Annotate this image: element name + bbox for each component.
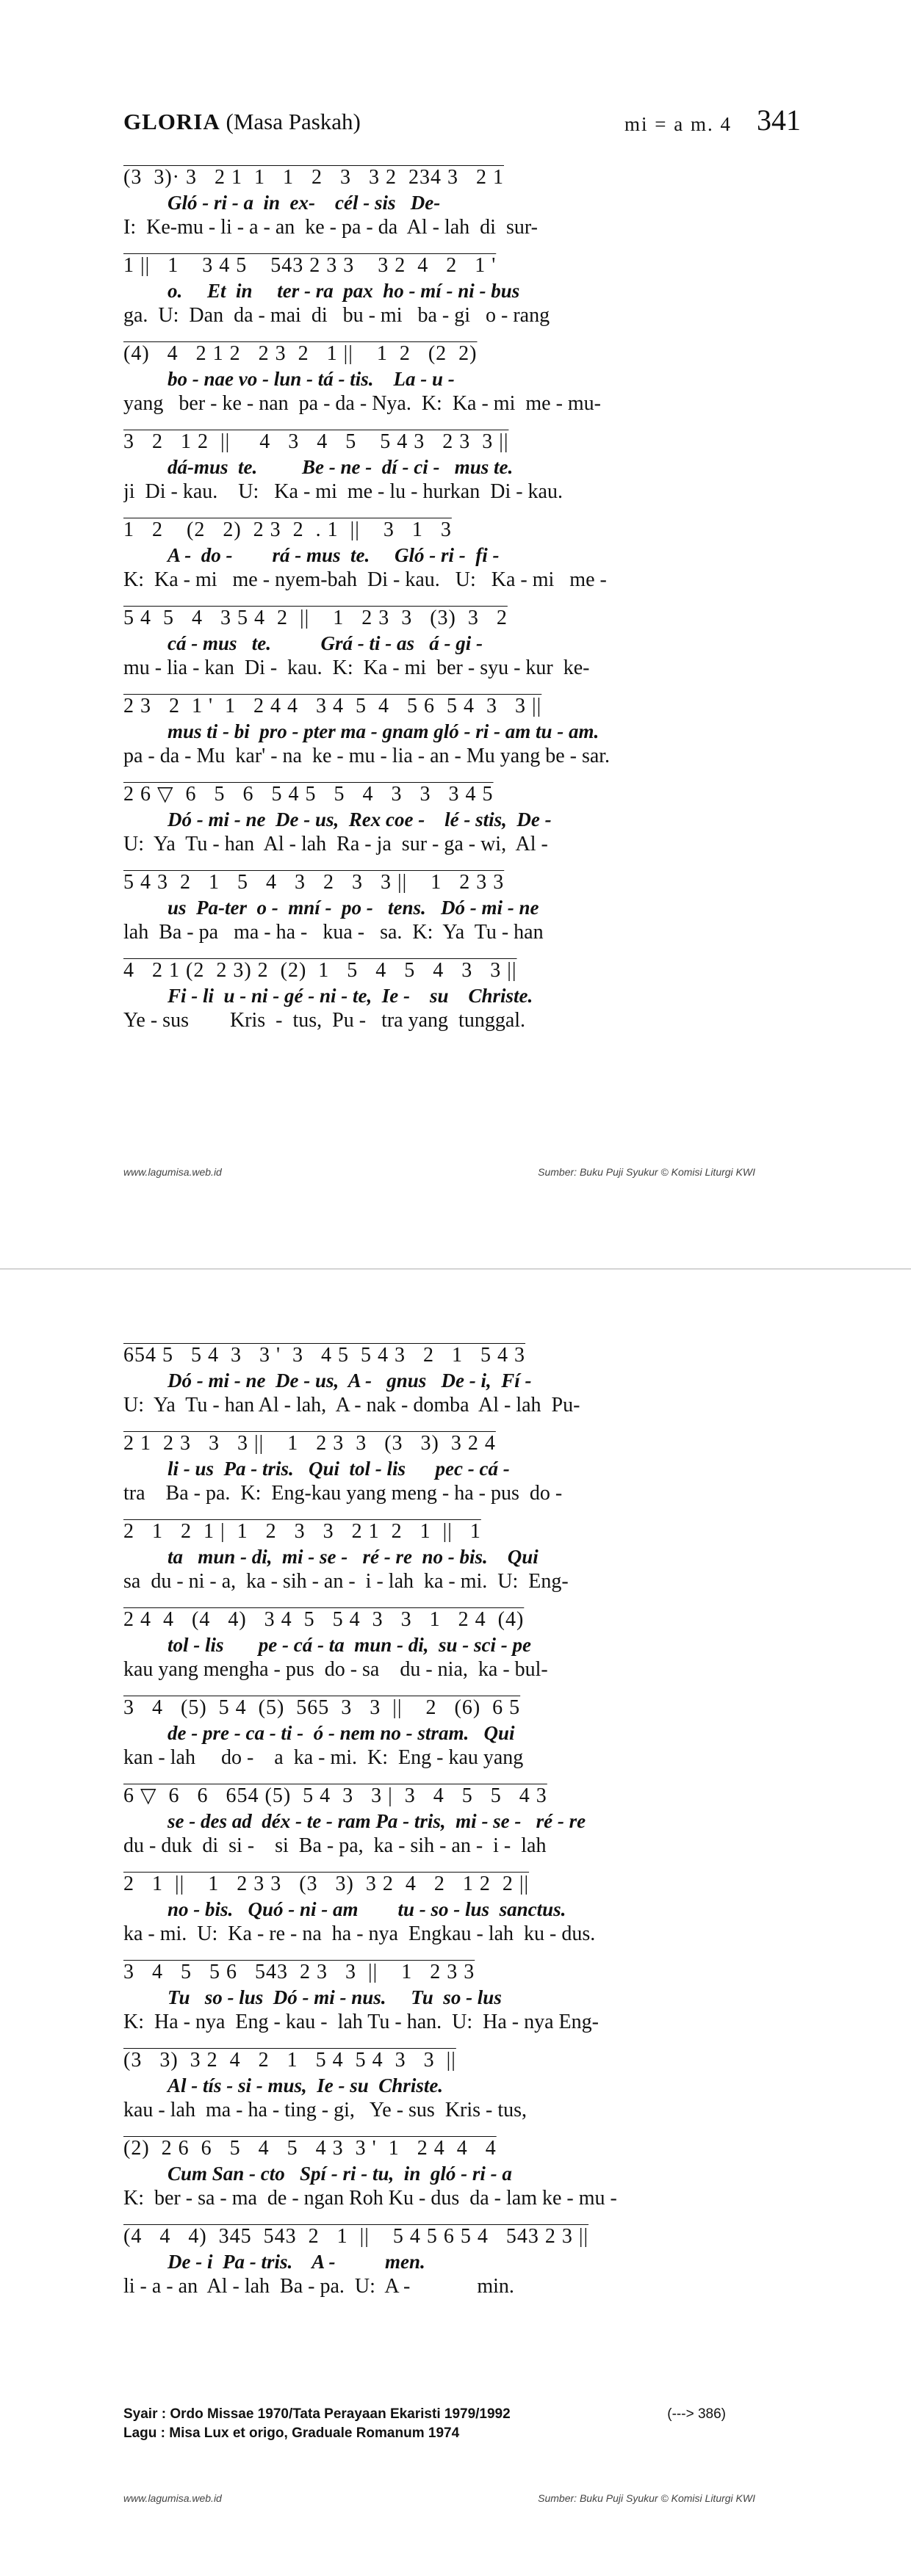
- notation-row: 3 4 5 5 6 543 2 3 3 || 1 2 3 3: [123, 1961, 475, 1983]
- indonesian-lyrics: du - duk di si - si Ba - pa, ka - sih - an - i - lah: [123, 1834, 547, 1857]
- notation-row: 2 1 || 1 2 3 3 (3 3) 3 2 4 2 1 2 2 ||: [123, 1873, 530, 1895]
- music-system: [123, 1960, 733, 2035]
- source-credit: Sumber: Buku Puji Syukur © Komisi Liturgi KWI: [538, 1166, 755, 1178]
- music-system: [123, 1696, 733, 1770]
- notation-row: 3 4 (5) 5 4 (5) 565 3 3 || 2 (6) 6 5: [123, 1696, 521, 1719]
- music-system: [123, 341, 733, 416]
- notation-row: 1 2 (2 2) 2 3 2 . 1 || 3 1 3: [123, 518, 452, 541]
- notation-row: 654 5 5 4 3 3 ' 3 4 5 5 4 3 2 1 5 4 3: [123, 1344, 526, 1367]
- music-system: [123, 518, 733, 593]
- notation-row: 5 4 3 2 1 5 4 3 2 3 3 || 1 2 3 3: [123, 871, 505, 894]
- indonesian-lyrics: U: Ya Tu - han Al - lah, A - nak - domba Al - lah Pu-: [123, 1394, 580, 1417]
- continuation-ref: (---> 386): [667, 2406, 726, 2422]
- latin-lyrics: Gló - ri - a in ex- cél - sis De-: [168, 192, 441, 214]
- indonesian-lyrics: kau yang mengha - pus do - sa du - nia, ka - bul-: [123, 1658, 548, 1681]
- indonesian-lyrics: K: Ka - mi me - nyem-bah Di - kau. U: Ka - mi me -: [123, 568, 607, 591]
- song-title: [123, 109, 361, 135]
- title-bold: GLORIA: [123, 109, 220, 134]
- page-footer: [123, 1166, 755, 1184]
- latin-lyrics: no - bis. Quó - ni - am tu - so - lus sanctus.: [168, 1898, 566, 1920]
- notation-row: 2 3 2 1 ' 1 2 4 4 3 4 5 4 5 6 5 4 3 3 ||: [123, 695, 542, 717]
- music-system: [123, 1607, 733, 1682]
- latin-lyrics: ta mun - di, mi - se - ré - re no - bis. Qui: [168, 1546, 539, 1568]
- music-system: [123, 2048, 733, 2123]
- indonesian-lyrics: ga. U: Dan da - mai di bu - mi ba - gi o - rang: [123, 304, 550, 327]
- latin-lyrics: De - i Pa - tris. A - men.: [168, 2251, 425, 2273]
- title-subtitle: (Masa Paskah): [220, 109, 361, 134]
- song-credits: [123, 2406, 755, 2445]
- latin-lyrics: se - des ad déx - te - ram Pa - tris, mi - se - ré - re: [168, 1810, 586, 1832]
- music-system: [123, 606, 733, 681]
- indonesian-lyrics: pa - da - Mu kar' - na ke - mu - lia - an - Mu yang be - sar.: [123, 745, 611, 767]
- notation-row: 2 1 2 1 | 1 2 3 3 2 1 2 1 || 1: [123, 1520, 481, 1543]
- music-system: [123, 782, 733, 857]
- music-system: [123, 1431, 733, 1506]
- latin-lyrics: Tu so - lus Dó - mi - nus. Tu so - lus: [168, 1986, 502, 2008]
- latin-lyrics: Fi - li u - ni - gé - ni - te, Ie - su Christe.: [168, 985, 533, 1007]
- latin-lyrics: A - do - rá - mus te. Gló - ri - fi -: [168, 544, 500, 566]
- latin-lyrics: bo - nae vo - lun - tá - tis. La - u -: [168, 368, 455, 390]
- music-system: [123, 2224, 733, 2299]
- score-page-1: [0, 0, 911, 1248]
- latin-lyrics: dá-mus te. Be - ne - dí - ci - mus te.: [168, 456, 514, 478]
- music-system: [123, 1343, 733, 1418]
- notation-row: 2 1 2 3 3 3 || 1 2 3 3 (3 3) 3 2 4: [123, 1432, 496, 1455]
- indonesian-lyrics: kau - lah ma - ha - ting - gi, Ye - sus Kris - tus,: [123, 2099, 527, 2121]
- music-system: [123, 253, 733, 328]
- page-divider: [0, 1268, 911, 1270]
- indonesian-lyrics: kan - lah do - a ka - mi. K: Eng - kau yang: [123, 1746, 524, 1769]
- indonesian-lyrics: K: Ha - nya Eng - kau - lah Tu - han. U: Ha - nya Eng-: [123, 2011, 599, 2033]
- indonesian-lyrics: I: Ke-mu - li - a - an ke - pa - da Al - lah di sur-: [123, 216, 538, 239]
- lyrics-credit: Syair : Ordo Missae 1970/Tata Perayaan Ekaristi 1979/1992: [123, 2406, 511, 2422]
- music-system: [123, 1519, 733, 1594]
- latin-lyrics: Dó - mi - ne De - us, Rex coe - lé - stis, De -: [168, 808, 552, 831]
- music-system: [123, 1784, 733, 1859]
- indonesian-lyrics: Ye - sus Kris - tus, Pu - tra yang tunggal.: [123, 1009, 526, 1032]
- music-system: [123, 1872, 733, 1947]
- website-link[interactable]: www.lagumisa.web.id: [123, 1166, 222, 1178]
- latin-lyrics: o. Et in ter - ra pax ho - mí - ni - bus: [168, 280, 520, 302]
- notation-row: (4 4 4) 345 543 2 1 || 5 4 5 6 5 4 543 2 3 ||: [123, 2225, 589, 2248]
- indonesian-lyrics: mu - lia - kan Di - kau. K: Ka - mi ber - syu - kur ke-: [123, 656, 590, 679]
- indonesian-lyrics: ka - mi. U: Ka - re - na ha - nya Engkau - lah ku - dus.: [123, 1922, 596, 1945]
- indonesian-lyrics: li - a - an Al - lah Ba - pa. U: A - min.: [123, 2275, 514, 2298]
- score-page-2: [0, 1288, 911, 2536]
- indonesian-lyrics: K: ber - sa - ma de - ngan Roh Ku - dus da - lam ke - mu -: [123, 2187, 617, 2210]
- latin-lyrics: cá - mus te. Grá - ti - as á - gi -: [168, 632, 483, 654]
- notation-row: 1 || 1 3 4 5 543 2 3 3 3 2 4 2 1 ': [123, 254, 497, 277]
- notation-row: 4 2 1 (2 2 3) 2 (2) 1 5 4 5 4 3 3 ||: [123, 959, 517, 982]
- notation-row: 6 ▽ 6 6 654 (5) 5 4 3 3 | 3 4 5 5 4 3: [123, 1784, 547, 1807]
- latin-lyrics: Dó - mi - ne De - us, A - gnus De - i, Fí -: [168, 1370, 532, 1392]
- page-footer: [123, 2492, 755, 2510]
- music-system: [123, 2136, 733, 2211]
- page-number: 341: [757, 104, 801, 137]
- music-system: [123, 694, 733, 769]
- indonesian-lyrics: sa du - ni - a, ka - sih - an - i - lah ka - mi. U: Eng-: [123, 1570, 569, 1593]
- music-system: [123, 958, 733, 1033]
- music-system: [123, 430, 733, 504]
- indonesian-lyrics: lah Ba - pa ma - ha - kua - sa. K: Ya Tu - han: [123, 921, 544, 944]
- indonesian-lyrics: ji Di - kau. U: Ka - mi me - lu - hurkan Di - kau.: [123, 480, 563, 503]
- latin-lyrics: de - pre - ca - ti - ó - nem no - stram. Qui: [168, 1722, 515, 1744]
- melody-credit: Lagu : Misa Lux et origo, Graduale Romanum 1974: [123, 2425, 460, 2441]
- notation-row: 2 4 4 (4 4) 3 4 5 5 4 3 3 1 2 4 (4): [123, 1608, 525, 1631]
- notation-row: (3 3) 3 2 4 2 1 5 4 5 4 3 3 ||: [123, 2049, 456, 2072]
- website-link[interactable]: www.lagumisa.web.id: [123, 2492, 222, 2504]
- indonesian-lyrics: tra Ba - pa. K: Eng-kau yang meng - ha - pus do -: [123, 1482, 563, 1505]
- latin-lyrics: tol - lis pe - cá - ta mun - di, su - sci - pe: [168, 1634, 531, 1656]
- notation-row: (3 3)· 3 2 1 1 1 2 3 3 2 234 3 2 1: [123, 166, 504, 189]
- notation-row: 2 6 ▽ 6 5 6 5 4 5 5 4 3 3 3 4 5: [123, 783, 494, 806]
- indonesian-lyrics: yang ber - ke - nan pa - da - Nya. K: Ka - mi me - mu-: [123, 392, 602, 415]
- notation-row: (2) 2 6 6 5 4 5 4 3 3 ' 1 2 4 4 4: [123, 2137, 497, 2160]
- latin-lyrics: mus ti - bi pro - pter ma - gnam gló - ri - am tu - am.: [168, 720, 599, 742]
- latin-lyrics: li - us Pa - tris. Qui tol - lis pec - cá -: [168, 1458, 510, 1480]
- music-system: [123, 165, 733, 240]
- indonesian-lyrics: U: Ya Tu - han Al - lah Ra - ja sur - ga - wi, Al -: [123, 833, 548, 855]
- notation-row: (4) 4 2 1 2 2 3 2 1 || 1 2 (2 2): [123, 342, 478, 365]
- latin-lyrics: us Pa-ter o - mní - po - tens. Dó - mi - ne: [168, 897, 539, 919]
- latin-lyrics: Al - tís - si - mus, Ie - su Christe.: [168, 2074, 444, 2096]
- notation-row: 3 2 1 2 || 4 3 4 5 5 4 3 2 3 3 ||: [123, 430, 509, 453]
- key-signature: mi = a m. 4: [624, 113, 732, 135]
- source-credit: Sumber: Buku Puji Syukur © Komisi Liturgi KWI: [538, 2492, 755, 2504]
- notation-row: 5 4 5 4 3 5 4 2 || 1 2 3 3 (3) 3 2: [123, 607, 508, 629]
- latin-lyrics: Cum San - cto Spí - ri - tu, in gló - ri - a: [168, 2163, 512, 2185]
- song-header: [123, 104, 801, 145]
- music-system: [123, 870, 733, 945]
